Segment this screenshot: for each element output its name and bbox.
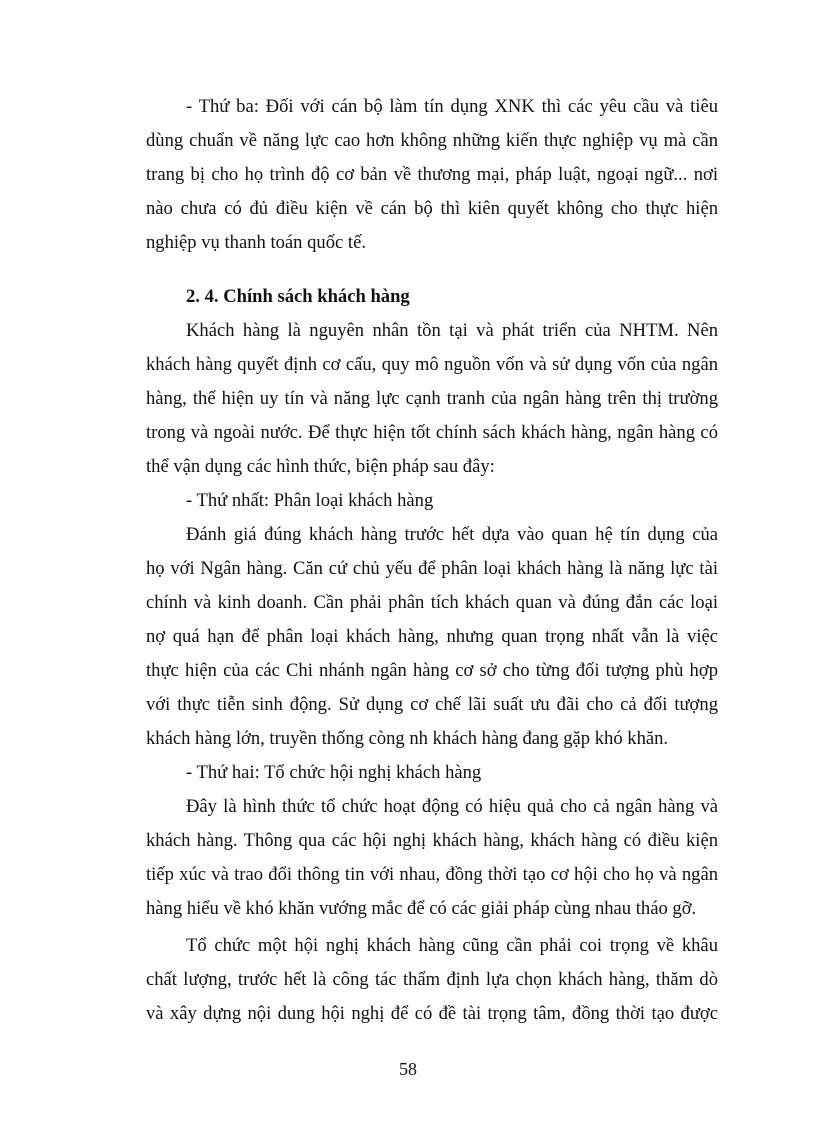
page-number: 58	[399, 1059, 417, 1079]
paragraph-line: dùng chuẩn về năng lực cao hơn không những kiến thực nghiệp vụ mà cần	[146, 130, 718, 151]
paragraph-line: thực hiện của các Chi nhánh ngân hàng cơ sở cho từng đối tượng phù hợp	[146, 660, 718, 681]
list-item-title: - Thứ hai: Tổ chức hội nghị khách hàng	[186, 762, 482, 783]
paragraph-line: Đây là hình thức tổ chức hoạt động có hiệu quả cho cả ngân hàng và	[186, 796, 718, 817]
paragraph-line: họ với Ngân hàng. Căn cứ chủ yếu để phân loại khách hàng là năng lực tài	[146, 558, 718, 579]
paragraph-line: Đánh giá đúng khách hàng trước hết dựa vào quan hệ tín dụng của	[186, 524, 718, 545]
paragraph-line: nợ quá hạn để phân loại khách hàng, nhưng quan trọng nhất vẫn là việc	[146, 626, 718, 647]
paragraph-line: khách hàng quyết định cơ cấu, quy mô nguồn vốn và sử dụng vốn của ngân	[146, 354, 718, 375]
paragraph-line: nghiệp vụ thanh toán quốc tế.	[146, 232, 366, 253]
paragraph-line: khách hàng. Thông qua các hội nghị khách hàng, khách hàng có điều kiện	[146, 830, 718, 851]
paragraph-line: trong và ngoài nước. Để thực hiện tốt chính sách khách hàng, ngân hàng có	[146, 422, 718, 443]
section-heading: 2. 4. Chính sách khách hàng	[186, 286, 410, 307]
list-item-title: - Thứ nhất: Phân loại khách hàng	[186, 490, 434, 511]
paragraph-line: chất lượng, trước hết là công tác thẩm định lựa chọn khách hàng, thăm dò	[146, 969, 718, 990]
paragraph-line: tiếp xúc và trao đổi thông tin với nhau, đồng thời tạo cơ hội cho họ và ngân	[146, 864, 718, 885]
paragraph-line: - Thứ ba: Đối với cán bộ làm tín dụng XNK thì các yêu cầu và tiêu	[186, 96, 718, 117]
paragraph-line: và xây dựng nội dung hội nghị để có đề tài trọng tâm, đồng thời tạo được	[146, 1003, 718, 1024]
paragraph-line: với thực tiễn sinh động. Sử dụng cơ chế lãi suất ưu đãi cho cả đối tượng	[146, 694, 718, 715]
paragraph-line: Tổ chức một hội nghị khách hàng cũng cần phải coi trọng về khâu	[186, 935, 718, 956]
paragraph-line: nào chưa có đủ điều kiện về cán bộ thì kiên quyết không cho thực hiện	[146, 198, 718, 219]
paragraph-line: Khách hàng là nguyên nhân tồn tại và phát triển của NHTM. Nên	[186, 320, 718, 341]
paragraph-line: chính và kinh doanh. Cần phải phân tích khách quan và đúng đắn các loại	[146, 592, 718, 613]
paragraph-line: trang bị cho họ trình độ cơ bản về thương mại, pháp luật, ngoại ngữ... nơi	[146, 164, 718, 185]
paragraph-line: thể vận dụng các hình thức, biện pháp sau đây:	[146, 456, 495, 477]
paragraph-line: khách hàng lớn, truyền thống còng nh khách hàng đang gặp khó khăn.	[146, 728, 669, 749]
paragraph-line: hàng, thể hiện uy tín và năng lực cạnh tranh của ngân hàng trên thị trường	[146, 388, 718, 409]
paragraph-line: hàng hiểu về khó khăn vướng mắc để có các giải pháp cùng nhau tháo gỡ.	[146, 898, 697, 919]
